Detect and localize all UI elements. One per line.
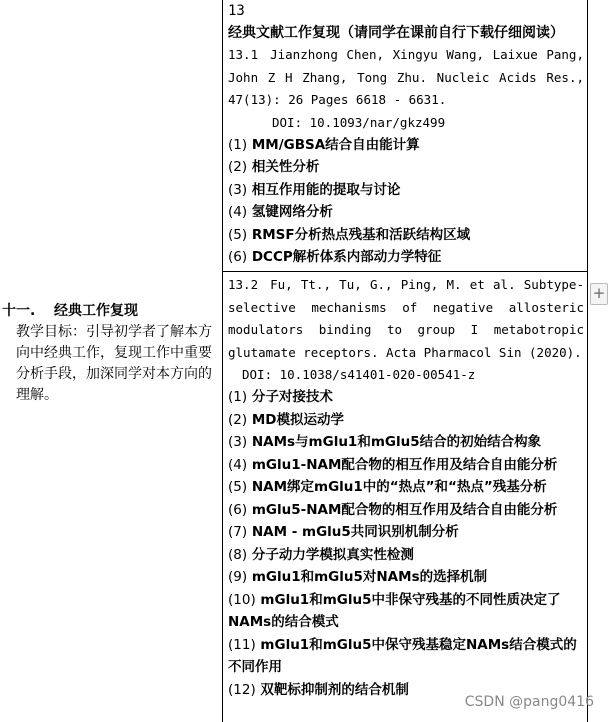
item-text: mGlu1和mGlu5对NAMs的选择机制 <box>251 569 488 585</box>
reference-citation <box>228 44 584 112</box>
item-text: 相互作用能的提取与讨论 <box>251 181 401 198</box>
item-text: 相关性分析 <box>251 159 320 175</box>
item-text: mGlu1-NAM配合物的相互作用及结合自由能分析 <box>251 456 558 473</box>
list-item <box>228 409 584 432</box>
item-number: (4) <box>228 204 248 220</box>
heading-number: 13 <box>228 3 245 19</box>
item-number: (2) <box>228 159 248 175</box>
item-number: (3) <box>228 434 248 450</box>
list-item <box>228 521 584 544</box>
block-heading <box>228 0 584 44</box>
reference-citation <box>228 274 584 364</box>
item-number: (6) <box>228 249 248 265</box>
item-number: (6) <box>228 501 248 518</box>
item-text: mGlu5-NAM配合物的相互作用及结合自由能分析 <box>251 501 558 518</box>
item-number: (5) <box>228 479 248 495</box>
ref-number: 13.2 <box>228 277 259 292</box>
item-text: MM/GBSA结合自由能计算 <box>251 136 420 153</box>
ref-text: Jianzhong Chen, Xingyu Wang, Laixue Pang, John Z H Zhang, Tong Zhu. Nucleic Acids Res., 47(13): 26 Pages 6618 - 6631. <box>228 47 584 107</box>
list-item <box>228 179 584 202</box>
list-item <box>228 476 584 499</box>
item-text: MD模拟运动学 <box>251 411 344 428</box>
list-item <box>228 201 584 224</box>
add-row-button[interactable]: + <box>590 283 608 305</box>
item-number: (9) <box>228 569 248 585</box>
item-text: NAM - mGlu5共同识别机制分析 <box>251 524 459 540</box>
list-item <box>228 246 584 269</box>
item-number: (11) <box>228 636 256 653</box>
table-row-divider <box>222 271 588 272</box>
list-item <box>228 634 584 679</box>
list-item <box>228 386 584 409</box>
teaching-goal: 教学目标：引导初学者了解本方向中经典工作，复现工作中重要分析手段，加深同学对本方向的理解。 <box>16 324 212 403</box>
item-list <box>228 386 584 701</box>
item-number: (8) <box>228 546 248 563</box>
item-number: (1) <box>228 136 248 153</box>
item-number: (5) <box>228 226 248 243</box>
table-border-right <box>587 0 588 722</box>
item-text: RMSF分析热点残基和活跃结构区域 <box>251 226 471 243</box>
item-number: (10) <box>228 591 256 608</box>
item-text: 双靶标抑制剂的结合机制 <box>260 681 409 698</box>
list-item <box>228 499 584 522</box>
list-item <box>228 589 584 634</box>
item-text: 分子动力学模拟真实性检测 <box>251 546 414 563</box>
item-text: 分子对接技术 <box>251 389 333 405</box>
watermark: CSDN @pang0416 <box>464 694 594 710</box>
ref-text: Fu, Tt., Tu, G., Ping, M. et al. Subtype-selective mechanisms of negative allosteric modulators binding to group I metabotropic glutamate receptors. Acta Pharmacol Sin (2020). <box>228 277 584 360</box>
section-title: 经典工作复现 <box>54 303 138 319</box>
item-number: (3) <box>228 181 248 198</box>
list-item <box>228 224 584 247</box>
item-text: DCCP解析体系内部动力学特征 <box>251 249 442 265</box>
item-number: (2) <box>228 411 248 428</box>
reference-block-2 <box>228 274 584 701</box>
list-item <box>228 134 584 157</box>
list-item <box>228 566 584 589</box>
doi-line: DOI: 10.1093/nar/gkz499 <box>272 114 446 130</box>
heading-text: 经典文献工作复现（请同学在课前自行下载仔细阅读） <box>228 25 564 41</box>
list-item <box>228 156 584 179</box>
list-item <box>228 454 584 477</box>
item-text: 氢键网络分析 <box>251 204 333 220</box>
table-border-left <box>222 0 223 722</box>
item-text: mGlu1和mGlu5中非保守残基的不同性质决定了NAMs的结合模式 <box>228 591 561 630</box>
section-number: 十一. <box>2 303 36 319</box>
ref-number: 13.1 <box>228 47 259 62</box>
section-heading <box>0 300 220 322</box>
item-number: (4) <box>228 456 248 473</box>
item-number: (1) <box>228 389 248 405</box>
item-number: (7) <box>228 524 248 540</box>
item-list <box>228 134 584 269</box>
reference-block-1 <box>228 0 584 269</box>
list-item <box>228 544 584 567</box>
item-text: NAM绑定mGlu1中的“热点”和“热点”残基分析 <box>251 479 547 495</box>
list-item <box>228 431 584 454</box>
item-text: mGlu1和mGlu5中保守残基稳定NAMs结合模式的不同作用 <box>228 636 577 675</box>
section-cell <box>0 300 220 406</box>
item-text: NAMs与mGlu1和mGlu5结合的初始结合构象 <box>251 434 542 450</box>
doi-line: DOI: 10.1038/s41401-020-00541-z <box>242 367 476 382</box>
item-number: (12) <box>228 681 256 698</box>
